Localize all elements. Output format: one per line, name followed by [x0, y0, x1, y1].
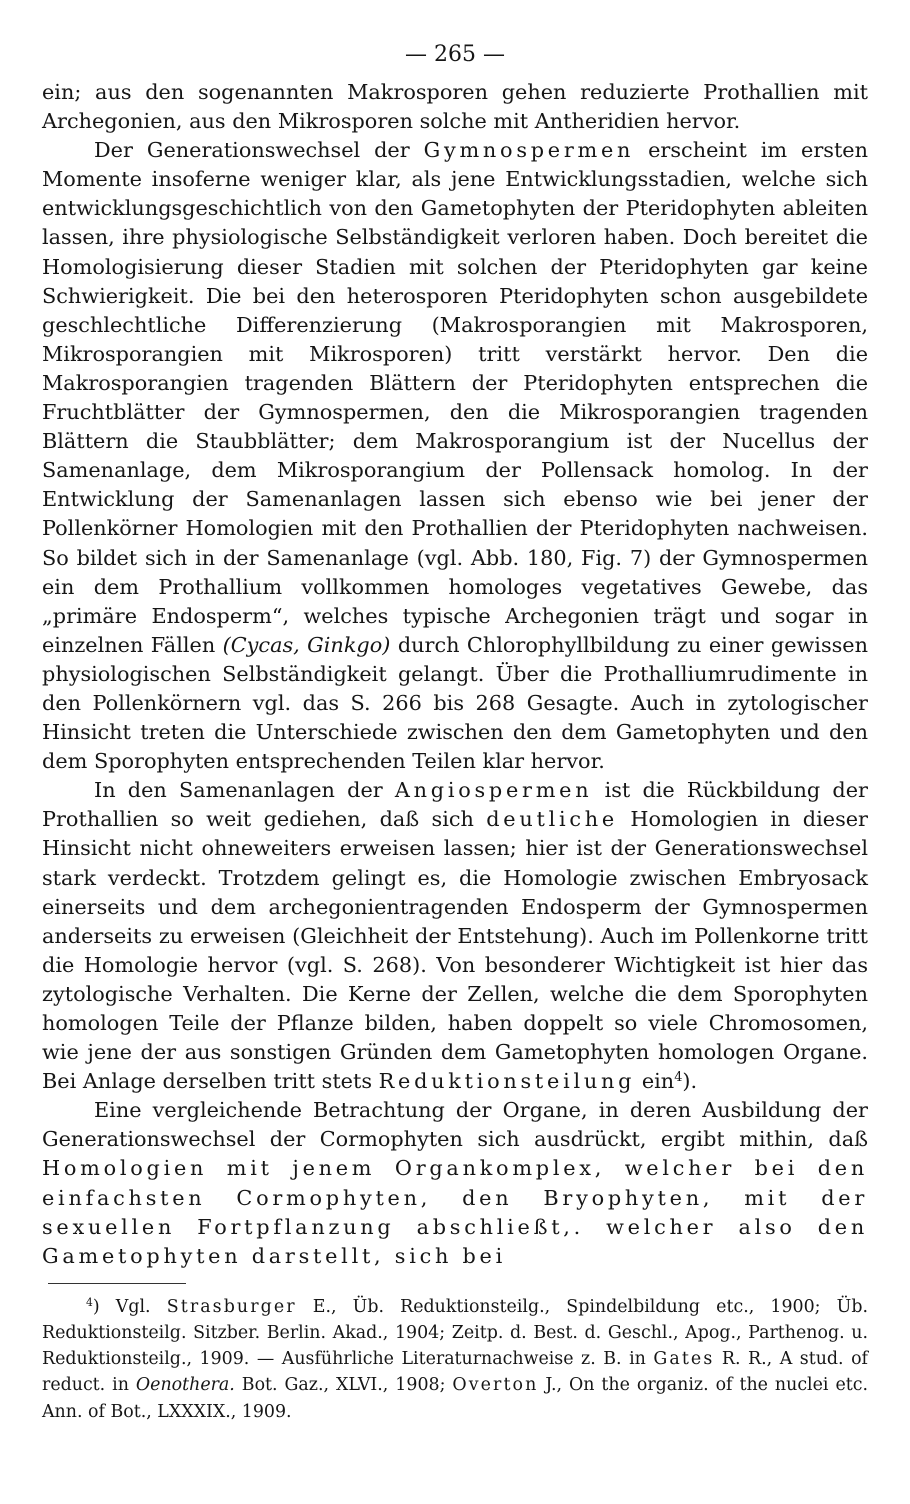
- footnote-text: Bot. Gaz., XLVI., 1908;: [234, 1375, 453, 1396]
- page-number: — 265 —: [405, 42, 505, 67]
- footnote-author-overton: Overton: [452, 1375, 539, 1396]
- paragraph-3: [42, 776, 868, 1096]
- paragraph-3-text: ein: [635, 1069, 675, 1094]
- paragraph-3-text: ist die Rückbildung der Prothallien so weit gediehen, daß sich: [42, 778, 868, 832]
- paragraph-2: [42, 136, 868, 776]
- paragraph-3-text: ).: [682, 1069, 698, 1094]
- footnote-divider: [48, 1283, 186, 1284]
- italic-genus-names: (Cycas, Ginkgo): [222, 632, 391, 657]
- footnote-author-gates: Gates: [653, 1349, 715, 1370]
- footnote-text: ) Vgl.: [92, 1296, 167, 1317]
- spaced-emphasis-passage: Homologien mit jenem Organkomplex, welcher bei den einfachsten Cormophyten, den Bryophyten, mit der sexuellen Fortpflanzung abschließt,. welcher also den Gametophyten darstellt, sich bei: [42, 1156, 868, 1268]
- spaced-term-reduktionsteilung: Reduktionsteilung: [378, 1069, 636, 1094]
- footnote-reference[interactable]: 4: [674, 1070, 683, 1086]
- paragraph-2-text: erscheint im ersten Momente insoferne weniger klar, als jene Entwicklungsstadien, welche sich entwicklungsgeschichtlich von den Gametophyten der Pteridophyten ableiten lassen, ihre physiologische Selbständigkeit verloren haben. Doch bereitet die Homologisierung dieser Stadien mit solchen der Pteridophyten gar keine Schwierigkeit. Die bei den heterosporen Pteridophyten schon ausgebildete geschlechtliche Differenzierung (Makrosporangien mit Makrosporen, Mikrosporangien mit Mikrosporen) tritt verstärkt hervor. Den die Makrosporangien tragenden Blättern der Pteridophyten entsprechen die Fruchtblätter der Gymnospermen, den die Mikrosporangien tragenden Blättern die Staubblätter; dem Makrosporangium ist der Nucellus der Samenanlage, dem Mikrosporangium der Pollensack homolog. In der Entwicklung der Samenanlagen lassen sich ebenso wie bei jener der Pollenkörner Homologien mit den Prothallien der Pteridophyten nachweisen. So bildet sich in der Samenanlage (vgl. Abb. 180, Fig. 7) der Gymnospermen ein dem Prothallium vollkommen homologes vegetatives Gewebe, das „primäre Endosperm“, welches typische Archegonien trägt und sogar in einzelnen Fällen: [42, 138, 868, 657]
- footnote-author-strasburger: Strasburger: [166, 1296, 297, 1317]
- paragraph-3-text: Homologien in dieser Hinsicht nicht ohneweiters erweisen lassen; hier ist der Generationswechsel stark verdeckt. Trotzdem gelingt es, die Homologie zwischen Embryosack einerseits und dem archegonientragenden Endosperm der Gymnospermen anderseits zu erweisen (Gleichheit der Entstehung). Auch im Pollenkorne tritt die Homologie hervor (vgl. S. 268). Von besonderer Wichtigkeit ist hier das zytologische Verhalten. Die Kerne der Zellen, welche die dem Sporophyten homologen Teile der Pflanze bilden, haben doppelt so viele Chromosomen, wie jene der aus sonstigen Gründen dem Gametophyten homologen Organe. Bei Anlage derselben tritt stets: [42, 807, 868, 1094]
- paragraph-4: [42, 1096, 868, 1271]
- footnote: [42, 1294, 868, 1425]
- spaced-term-gymnospermen: Gymnospermen: [423, 138, 635, 163]
- footnote-italic-oenothera: Oenothera.: [135, 1375, 235, 1396]
- spaced-term-angiospermen: Angiospermen: [394, 778, 593, 803]
- paragraph-4-text: Eine vergleichende Betrachtung der Organe, in deren Ausbildung der Generationswechsel der Cormophyten sich ausdrückt, ergibt mithin, daß: [42, 1098, 868, 1152]
- paragraph-2-text: Der Generationswechsel der: [94, 138, 424, 163]
- paragraph-2-text: durch Chlorophyllbildung zu einer gewissen physiologischen Selbständigkeit gelangt. Über die Prothalliumrudimente in den Pollenkörnern vgl. das S. 266 bis 268 Gesagte. Auch in zytologischer Hinsicht treten die Unterschiede zwischen den dem Gametophyten und den dem Sporophyten entsprechenden Teilen klar hervor.: [42, 632, 868, 774]
- footnote-marker: 4: [86, 1295, 93, 1309]
- paragraph-1: ein; aus den sogenannten Makrosporen gehen reduzierte Prothallien mit Archegonien, aus den Mikrosporen solche mit Antheridien hervor.: [42, 80, 868, 134]
- footnote-text: E., Üb. Reduktionsteilg., Spindelbildung etc., 1900; Üb. Reduktionsteilg. Sitzber. Berlin. Akad., 1904; Zeitp. d. Best. d. Geschl., Apog., Parthenog. u. Reduktionsteilg., 1909. — Ausführliche Literaturnachweise z. B. in: [42, 1296, 869, 1370]
- spaced-term-deutliche: deutliche: [486, 807, 618, 832]
- paragraph-3-text: In den Samenanlagen der: [94, 778, 395, 803]
- footnote-text: R. R., A stud. of reduct. in: [42, 1349, 868, 1396]
- footnote-text: J., On the organiz. of the nuclei etc. Ann. of Bot., LXXXIX., 1909.: [42, 1375, 868, 1422]
